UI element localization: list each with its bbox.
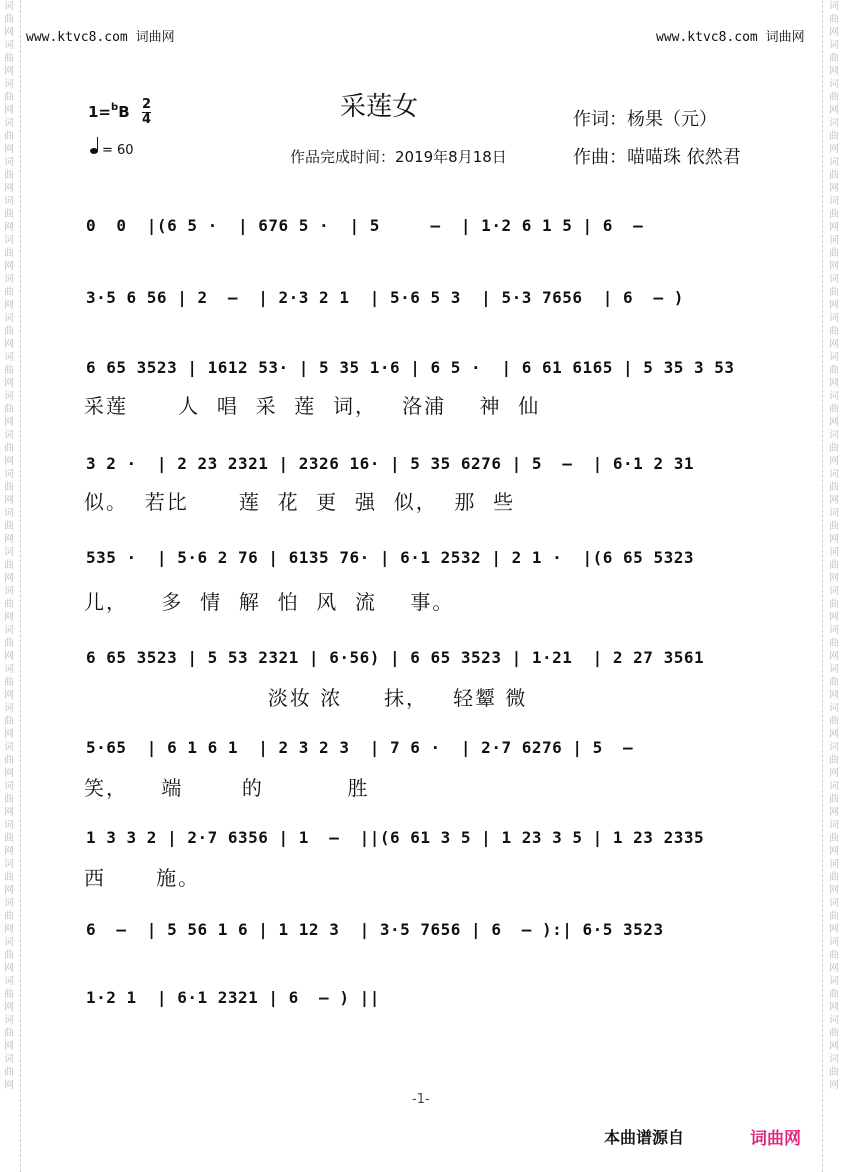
song-title: 采莲女 <box>340 92 419 122</box>
notation-text: 3·5 6 56 | 2 – | 2·3 2 1 | 5·6 5 3 | 5·3 7656 | 6 – ) <box>86 288 684 307</box>
score-line <box>86 540 758 580</box>
notation-text: 0 0 |(6 5 · | 676 5 · | 5 – | 1·2 6 1 5 | 6 – <box>86 216 644 235</box>
time-signature: 2 4 <box>142 97 152 127</box>
lyric-line: 采莲 人 唱 采 莲 词， 洛浦 神 仙 <box>84 394 541 418</box>
lyric-line: 笑， 端 的 胜 <box>84 776 370 800</box>
page-number: -1- <box>412 1092 430 1107</box>
notation-text: 1 3 3 2 | 2·7 6356 | 1 – ||(6 61 3 5 | 1 23 3 5 | 1 23 2335 <box>86 828 705 847</box>
score-line <box>86 820 758 860</box>
notation-text: 1·2 1 | 6·1 2321 | 6 – ) || <box>86 988 380 1007</box>
completion-date: 作品完成时间：2019年8月18日 <box>290 148 507 166</box>
right-watermark: 词曲网词曲网词曲网词曲网词曲网词曲网词曲网词曲网词曲网词曲网词曲网词曲网词曲网词曲网词曲网词曲网词曲网词曲网词曲网词曲网词曲网词曲网词曲网词曲网词曲网词曲网词曲网词曲网 <box>829 1 839 1091</box>
site-url-right[interactable]: www.ktvc8.com 词曲网 <box>656 30 805 45</box>
lyric-line: 淡妆 浓 抹， 轻颦 微 <box>84 686 528 710</box>
score-line <box>86 446 758 486</box>
lyricist: 作词：杨果（元） <box>573 109 717 130</box>
score-line <box>86 912 758 952</box>
tempo-mark: = 60 <box>90 143 134 158</box>
left-watermark: 词曲网词曲网词曲网词曲网词曲网词曲网词曲网词曲网词曲网词曲网词曲网词曲网词曲网词曲网词曲网词曲网词曲网词曲网词曲网词曲网词曲网词曲网词曲网词曲网词曲网词曲网词曲网词曲网 <box>4 1 14 1091</box>
score-line <box>86 350 758 390</box>
score-line <box>86 980 758 1020</box>
notation-text: 6 65 3523 | 1612 53· | 5 35 1·6 | 6 5 · | 6 61 6165 | 5 35 3 53 <box>86 358 735 377</box>
notation-text: 3 2 · | 2 23 2321 | 2326 16· | 5 35 6276 | 5 – | 6·1 2 31 <box>86 454 694 473</box>
notation-text: 5·65 | 6 1 6 1 | 2 3 2 3 | 7 6 · | 2·7 6276 | 5 – <box>86 738 634 757</box>
key-signature: 1=$^b$B <box>88 102 130 121</box>
score-line <box>86 208 758 248</box>
right-margin-rule <box>822 0 823 1172</box>
lyric-line: 西 施。 <box>84 866 201 890</box>
notation-text: 6 65 3523 | 5 53 2321 | 6·56) | 6 65 3523 | 1·21 | 2 27 3561 <box>86 648 705 667</box>
source-site-link[interactable]: 词曲网 <box>750 1129 801 1149</box>
lyric-line: 儿， 多 情 解 怕 风 流 事。 <box>84 590 455 614</box>
score-line <box>86 640 758 680</box>
notation-text: 6 – | 5 56 1 6 | 1 12 3 | 3·5 7656 | 6 – ):| 6·5 3523 <box>86 920 664 939</box>
score-line <box>86 730 758 770</box>
composer: 作曲：喵喵珠 依然君 <box>573 147 741 168</box>
score-line <box>86 280 758 320</box>
notation-text: 535 · | 5·6 2 76 | 6135 76· | 6·1 2532 | 2 1 · |(6 65 5323 <box>86 548 694 567</box>
lyric-line: 似。 若比 莲 花 更 强 似， 那 些 <box>84 490 516 514</box>
site-url-left[interactable]: www.ktvc8.com 词曲网 <box>26 30 175 45</box>
left-margin-rule <box>20 0 21 1172</box>
quarter-note-icon <box>90 148 98 154</box>
source-label: 本曲谱源自 <box>604 1128 685 1147</box>
